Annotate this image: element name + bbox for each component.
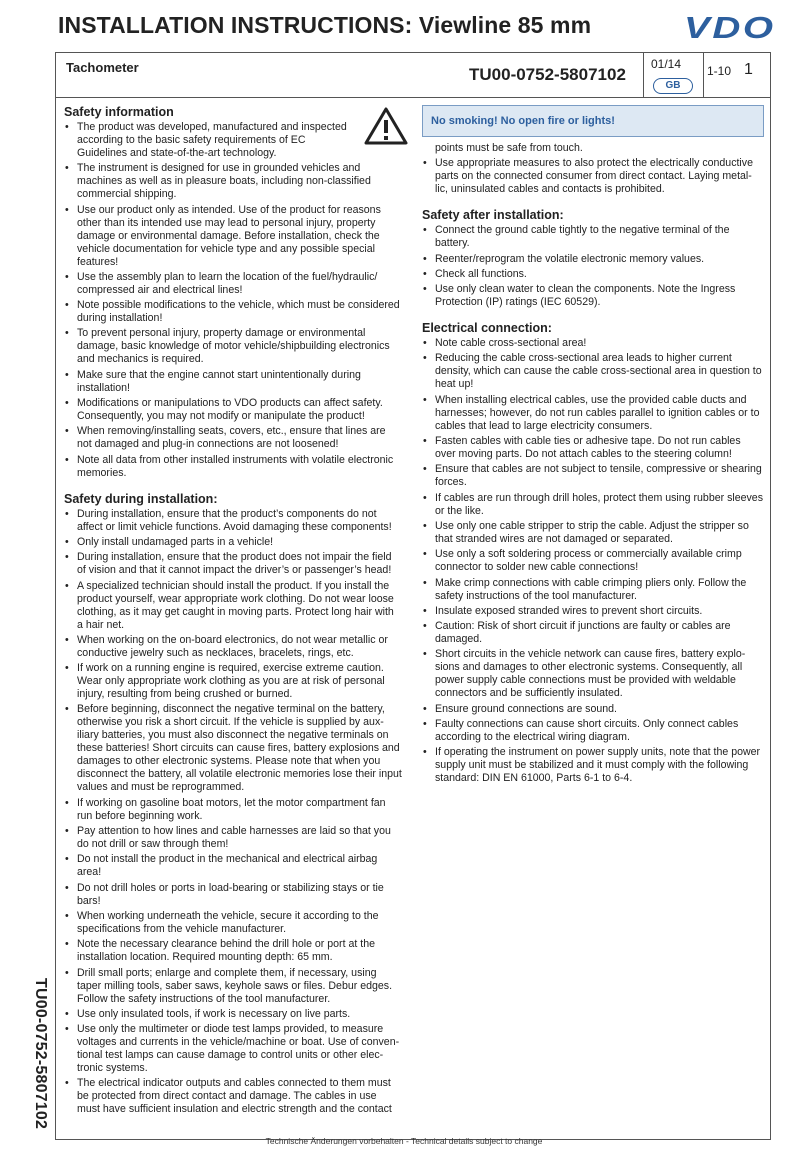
right-column	[422, 105, 764, 788]
list-item: • If working on gasoline boat motors, let the motor compartment fan run before beginning work.	[64, 797, 402, 823]
list-item: • Note cable cross-sectional area!	[422, 337, 764, 350]
list-item: • Ensure ground connections are sound.	[422, 703, 764, 716]
list-item: • Pay attention to how lines and cable harnesses are laid so that you do not drill or saw through them!	[64, 825, 402, 851]
list-item: • Insulate exposed stranded wires to prevent short circuits.	[422, 605, 764, 618]
list-item: • Use our product only as intended. Use of the product for reasons other than its intended use may lead to personal injury, property damage or environmental damage. Before installation, check the vehicle documentation for vehicle type and any possible special features!	[64, 204, 402, 269]
side-document-number: TU00-0752-5807102	[32, 978, 49, 1130]
list-item: • Connect the ground cable tightly to the negative terminal of the battery.	[422, 224, 764, 250]
list-item: • Fasten cables with cable ties or adhesive tape. Do not run cables over moving parts. Do not attach cables to the steering column!	[422, 435, 764, 461]
vdo-logo: VDO	[684, 10, 776, 45]
electrical-connection-heading: Electrical connection:	[422, 321, 552, 336]
list-item: • Use only clean water to clean the components. Note the Ingress Protection (IP) ratings (IEC 60529).	[422, 283, 764, 309]
continuation-list	[422, 157, 764, 196]
list-item: • Use appropriate measures to also protect the electrically conductive parts on the connected consumer from direct contact. Laying metal-lic, uninsulated cables and contacts is prohibited.	[422, 157, 764, 196]
list-item: • Do not install the product in the mechanical and electrical airbag area!	[64, 853, 402, 879]
page-title: INSTALLATION INSTRUCTIONS: Viewline 85 mm	[58, 12, 592, 38]
safety-during-installation-heading: Safety during installation:	[64, 491, 218, 506]
list-item: • When removing/installing seats, covers, etc., ensure that lines are not damaged and plug-in connections are not loosened!	[64, 425, 402, 451]
list-item: • Before beginning, disconnect the negative terminal on the battery, otherwise you risk a short circuit. If the vehicle is supplied by aux-iliary batteries, you must also disconnect the negative terminals on these batteries! Short circuits can cause fires, battery explosions and damages to other electronic systems. Please note that when you disconnect the battery, all volatile electronic memories lose their input values and must be reprogrammed.	[64, 703, 402, 794]
list-item: • When working underneath the vehicle, secure it according to the specifications from the vehicle manufacturer.	[64, 910, 402, 936]
list-item: • Do not drill holes or ports in load-bearing or stabilizing stays or tie bars!	[64, 882, 402, 908]
list-item: • Short circuits in the vehicle network can cause fires, battery explo-sions and damages to other electronic systems. Consequently, all power supply cable connections must be provided with weldable connectors and be sufficiently insulated.	[422, 648, 764, 700]
list-item: • Make crimp connections with cable crimping pliers only. Follow the safety instructions of the tool manufacturer.	[422, 577, 764, 603]
continuation-text: points must be safe from touch.	[435, 142, 583, 154]
list-item: • Note possible modifications to the vehicle, which must be considered during installation!	[64, 299, 402, 325]
product-name: Tachometer	[66, 60, 139, 75]
page-range: 1-10	[707, 64, 732, 78]
list-item: • Reducing the cable cross-sectional area leads to higher current density, which can cause the cable cross-sectional area in question to heat up!	[422, 352, 764, 391]
safety-information-list	[64, 121, 402, 480]
list-item: • Use only a soft soldering process or commercially available crimp connector to solder new cable connections!	[422, 548, 764, 574]
list-item: • Drill small ports; enlarge and complete them, if necessary, using taper milling tools, saber saws, keyhole saws or files. Debur edges. Follow the safety instructions of the tool manufacturer.	[64, 967, 402, 1006]
list-item: • If cables are run through drill holes, protect them using rubber sleeves or the like.	[422, 492, 764, 518]
list-item: • A specialized technician should install the product. If you install the product yourself, wear appropriate work clothing. Do not wear loose clothing, as it may get caught in moving parts. Protect long hair with a hair net.	[64, 580, 402, 632]
divider	[643, 53, 644, 97]
list-item: • Use the assembly plan to learn the location of the fuel/hydraulic/ compressed air and electrical lines!	[64, 271, 402, 297]
page-number: 1	[744, 61, 753, 78]
list-item: • Reenter/reprogram the volatile electronic memory values.	[422, 253, 764, 266]
electrical-connection-list	[422, 337, 764, 785]
list-item: • The instrument is designed for use in grounded vehicles and machines as well as in pleasure boats, including non-classified commercial shipping.	[64, 162, 402, 201]
list-item: • If work on a running engine is required, exercise extreme caution. Wear only appropriate work clothing as you are at risk of personal injury, resulting from being crushed or burned.	[64, 662, 402, 701]
document-header-box	[55, 52, 771, 98]
list-item: • Caution: Risk of short circuit if junctions are faulty or cables are damaged.	[422, 620, 764, 646]
safety-after-installation-heading: Safety after installation:	[422, 208, 564, 223]
safety-after-installation-list	[422, 224, 764, 309]
document-number: TU00-0752-5807102	[469, 65, 626, 84]
list-item: • To prevent personal injury, property damage or environmental damage, basic knowledge of motor vehicle/shipbuilding electronics and mechanics is required.	[64, 327, 402, 366]
list-item: • If operating the instrument on power supply units, note that the power supply unit must be stabilized and it must comply with the following standard: DIN EN 61000, Parts 6-1 to 6-4.	[422, 746, 764, 785]
safety-during-installation-list	[64, 508, 402, 1117]
safety-information-heading: Safety information	[64, 105, 174, 119]
list-item: • Note all data from other installed instruments with volatile electronic memories.	[64, 454, 402, 480]
list-item: • During installation, ensure that the product’s components do not affect or limit vehicle functions. Avoid damaging these components!	[64, 508, 402, 534]
list-item: • Use only insulated tools, if work is necessary on live parts.	[64, 1008, 402, 1021]
footer-note: Technische Änderungen vorbehalten - Technical details subject to change	[265, 1136, 543, 1146]
list-item: • Use only one cable stripper to strip the cable. Adjust the stripper so that stranded wires are not damaged or separated.	[422, 520, 764, 546]
list-item: • The product was developed, manufactured and inspected according to the basic safety requirements of EC Guidelines and state-of-the-art technology.	[64, 121, 352, 160]
no-smoking-warning: No smoking! No open fire or lights!	[422, 105, 764, 137]
list-item: • When working on the on-board electronics, do not wear metallic or conductive jewelry such as necklaces, bracelets, rings, etc.	[64, 634, 402, 660]
divider	[703, 53, 704, 97]
list-item: • Check all functions.	[422, 268, 764, 281]
document-date: 01/14	[651, 57, 682, 71]
list-item: • The electrical indicator outputs and cables connected to them must be protected from direct contact and damage. The cables in use must have sufficient insulation and electric strength and the contact	[64, 1077, 402, 1116]
left-column	[64, 105, 402, 1119]
list-item: • Faulty connections can cause short circuits. Only connect cables according to the electrical wiring diagram.	[422, 718, 764, 744]
list-item: • Only install undamaged parts in a vehicle!	[64, 536, 402, 549]
language-badge: GB	[653, 78, 693, 94]
list-item: • Ensure that cables are not subject to tensile, compressive or shearing forces.	[422, 463, 764, 489]
list-item: • Make sure that the engine cannot start unintentionally during installation!	[64, 369, 402, 395]
list-item: • Note the necessary clearance behind the drill hole or port at the installation location. Required mounting depth: 65 mm.	[64, 938, 402, 964]
list-item: • Use only the multimeter or diode test lamps provided, to measure voltages and currents in the vehicle/machine or boat. Use of conven-tional test lamps can cause damage to control units or other elec-tronic systems.	[64, 1023, 402, 1075]
list-item: • Modifications or manipulations to VDO products can affect safety. Consequently, you may not modify or manipulate the product!	[64, 397, 402, 423]
list-item: • During installation, ensure that the product does not impair the field of vision and that it cannot impact the driver’s or passenger’s head!	[64, 551, 402, 577]
list-item: • When installing electrical cables, use the provided cable ducts and harnesses; however, do not run cables parallel to ignition cables or to cables that lead to large electricity consumers.	[422, 394, 764, 433]
